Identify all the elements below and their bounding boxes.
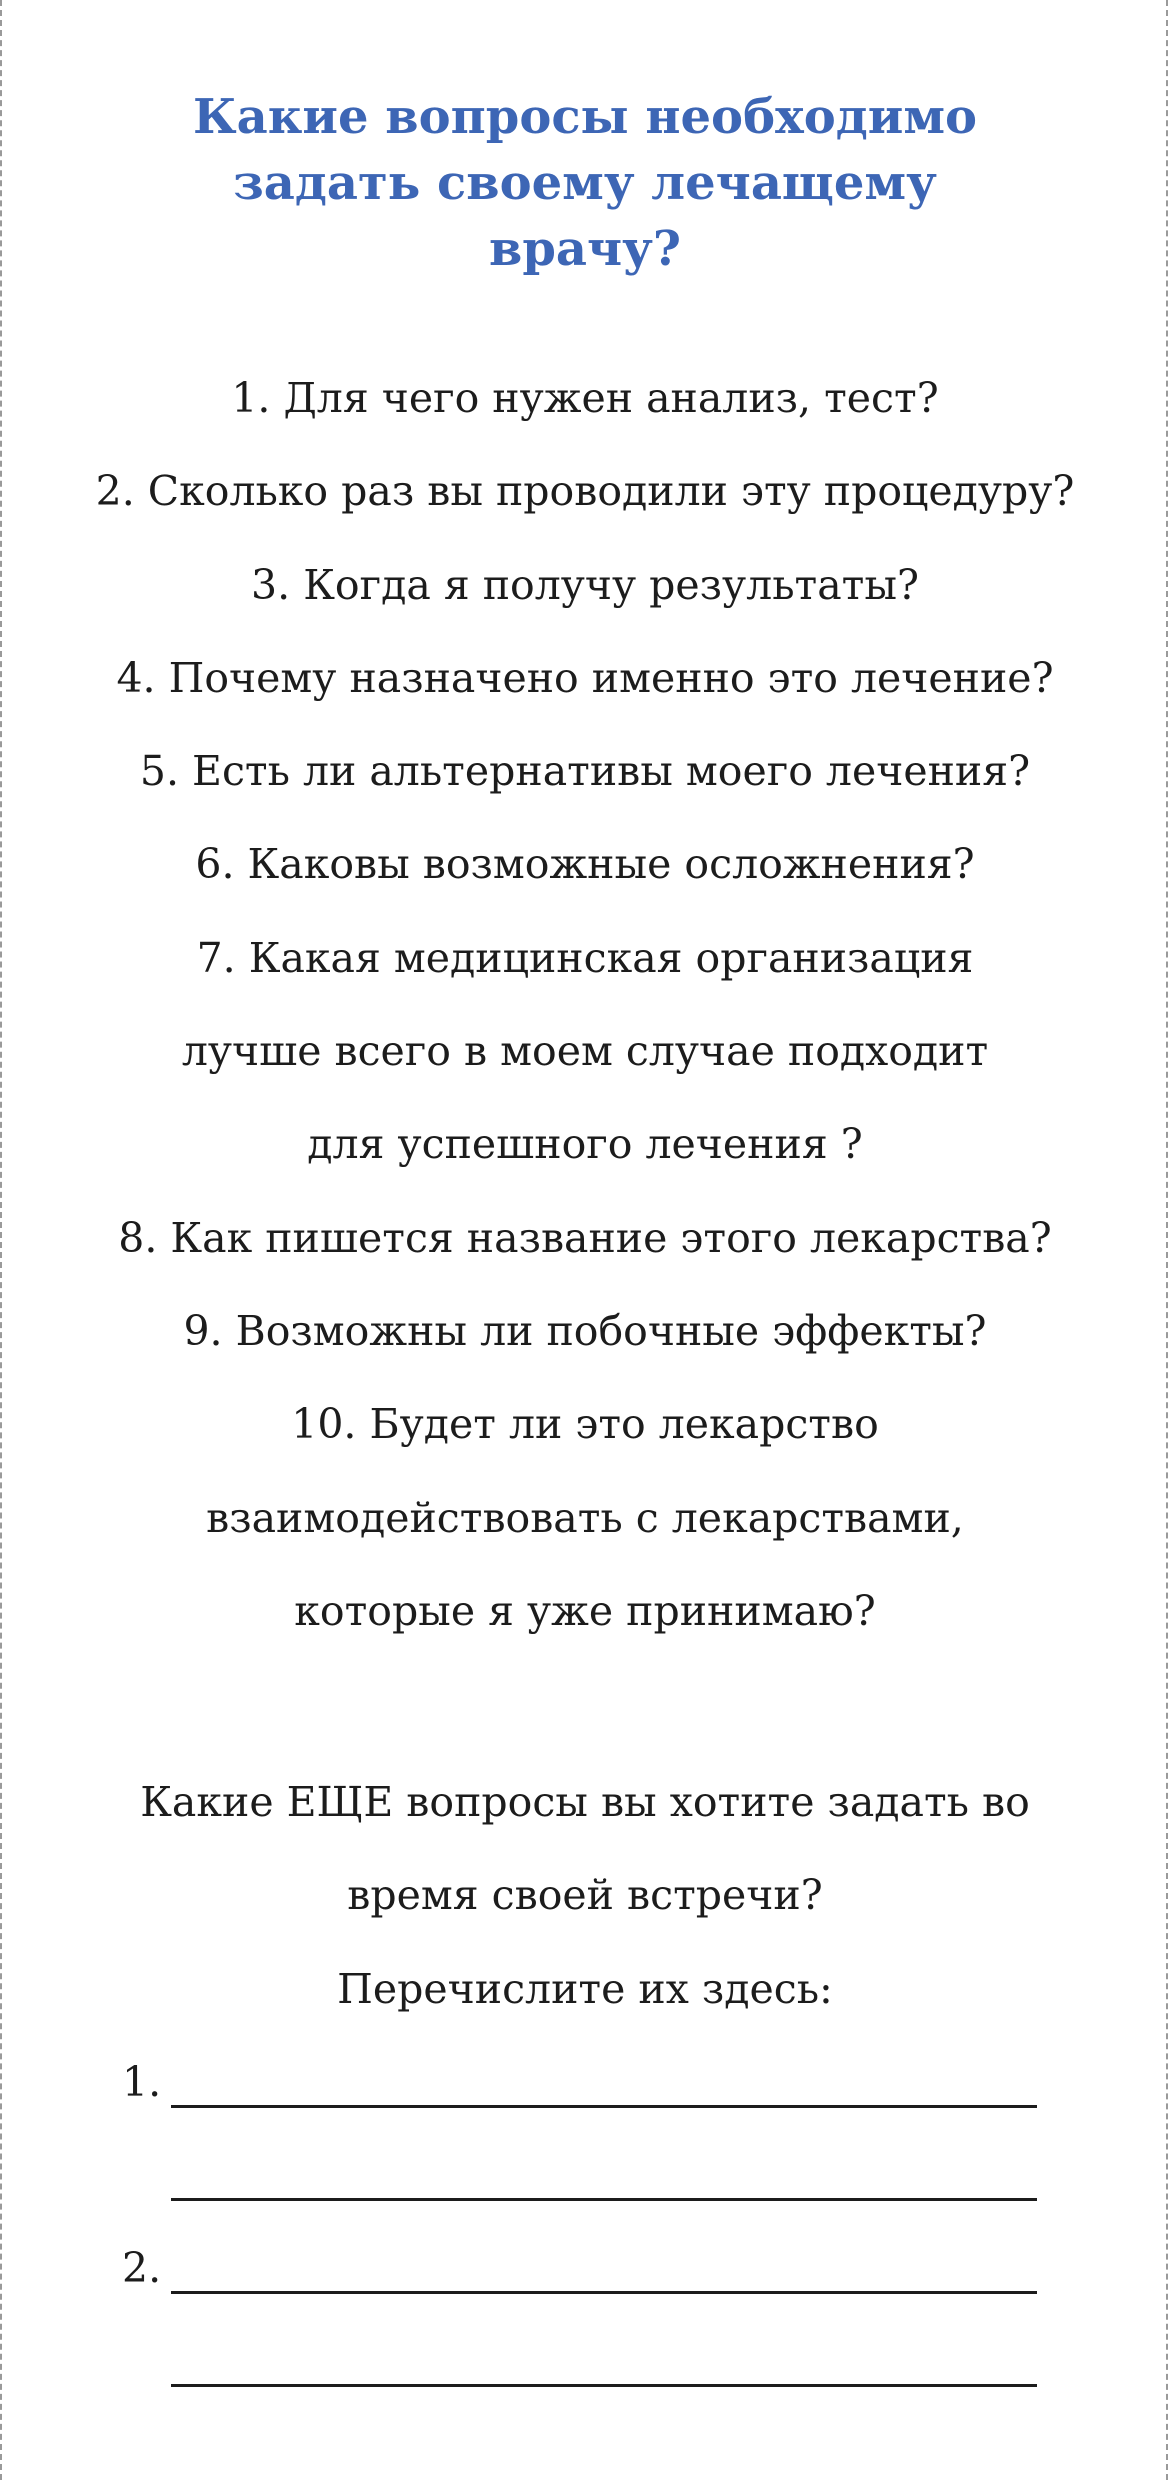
extra-questions-prompt [0, 1756, 1170, 2036]
blank-line-1-continued[interactable] [0, 2129, 1170, 2222]
question-10-line-1: 10. Будет ли это лекарство [291, 1400, 879, 1449]
question-7-line-2: лучше всего в моем случае подходит [181, 1027, 989, 1076]
extra-prompt-line-3: Перечислите их здесь: [337, 1964, 833, 2013]
question-list [0, 352, 1170, 1658]
blank-rule-1a[interactable] [171, 2105, 1037, 2108]
blank-rule-2b[interactable] [171, 2384, 1037, 2387]
title-line-1: Какие вопросы необходимо [192, 89, 978, 145]
question-7-line-1: 7. Какая медицинская организация [196, 933, 974, 982]
question-3: 3. Когда я получу результаты? [251, 560, 919, 609]
blank-rule-1b[interactable] [171, 2198, 1037, 2201]
blank-number-2: 2. [122, 2244, 162, 2292]
question-7-line-3: для успешного лечения ? [307, 1120, 863, 1169]
question-9: 9. Возможны ли побочные эффекты? [183, 1306, 987, 1355]
question-8: 8. Как пишется название этого лекарства? [118, 1213, 1052, 1262]
extra-prompt-line-1: Какие ЕЩЕ вопросы вы хотите задать во [140, 1778, 1030, 1826]
blank-line-1[interactable] [0, 2036, 1170, 2129]
blank-rule-2a[interactable] [171, 2291, 1037, 2294]
page-title [0, 84, 1170, 282]
blank-line-2[interactable] [0, 2222, 1170, 2315]
question-4: 4. Почему назначено именно это лечение? [116, 653, 1054, 702]
title-line-3: врачу? [489, 221, 681, 277]
extra-prompt-line-2: время своей встречи? [347, 1871, 823, 1920]
question-10-line-2: взаимодействовать с лекарствами, [206, 1493, 964, 1542]
question-2: 2. Сколько раз вы проводили эту процедуру? [95, 467, 1075, 516]
question-1: 1. Для чего нужен анализ, тест? [231, 374, 939, 422]
question-6: 6. Каковы возможные осложнения? [195, 840, 975, 889]
blank-line-2-continued[interactable] [0, 2315, 1170, 2408]
question-5: 5. Есть ли альтернативы моего лечения? [139, 747, 1031, 796]
question-10-line-3: которые я уже принимаю? [294, 1586, 876, 1635]
title-line-2: задать своему лечащему [233, 155, 937, 211]
blank-number-1: 1. [122, 2058, 162, 2106]
